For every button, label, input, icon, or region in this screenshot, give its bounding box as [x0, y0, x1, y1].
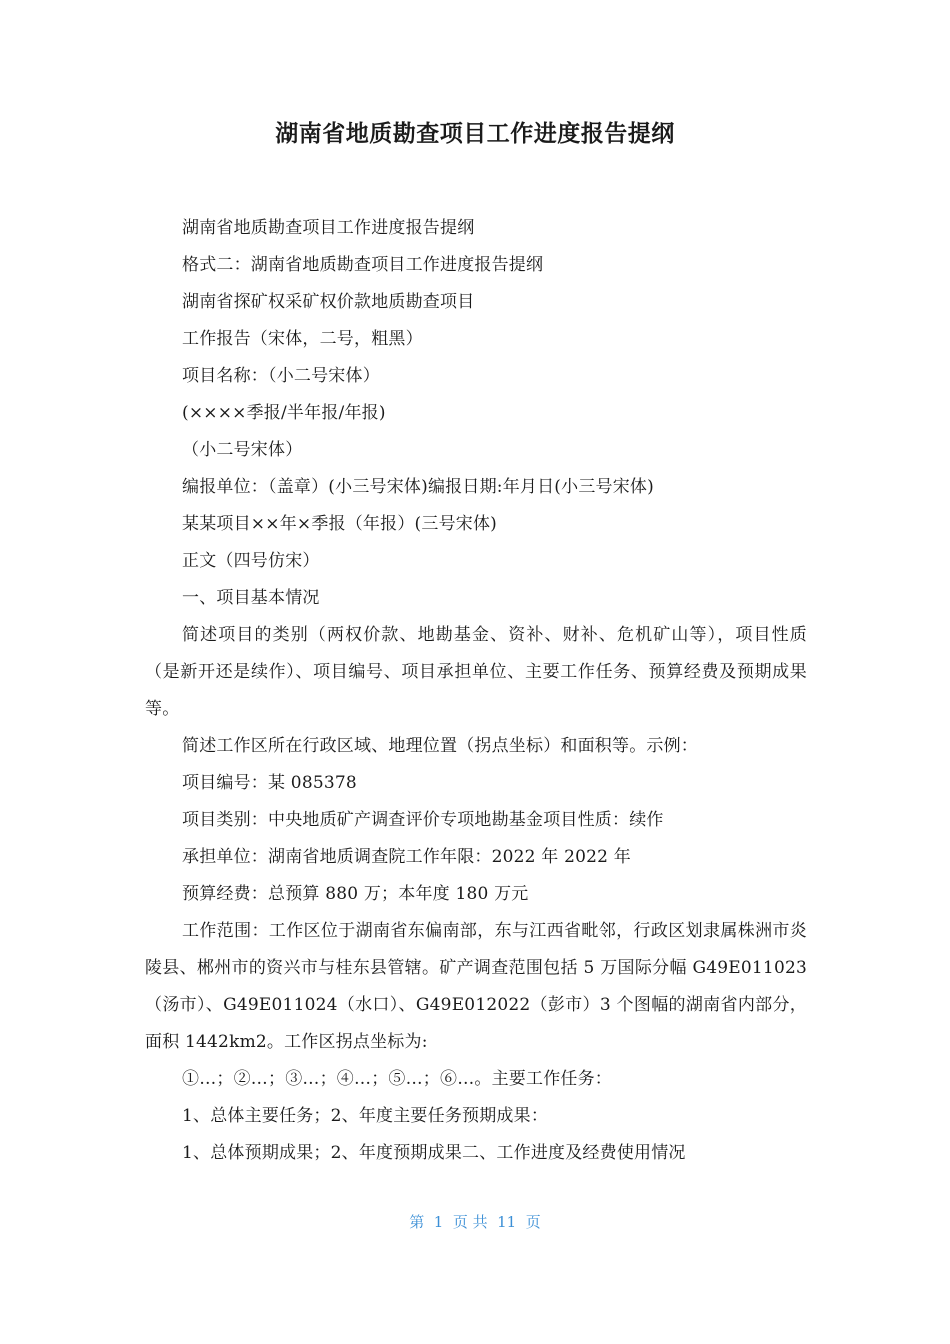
page-title: 湖南省地质勘查项目工作进度报告提纲 — [275, 121, 675, 147]
page-number: 第 1 页 共 11 页 — [409, 1213, 541, 1231]
text-line: 湖南省地质勘查项目工作进度报告提纲 — [182, 218, 475, 238]
text-line: ①…；②…；③…；④…；⑤…；⑥…。主要工作任务： — [182, 1069, 612, 1089]
text-line: 预算经费：总预算 880 万；本年度 180 万元 — [182, 884, 529, 904]
document-body — [145, 210, 807, 1172]
text-line: (××××季报/半年报/年报) — [182, 403, 386, 423]
text-line: 简述工作区所在行政区域、地理位置（拐点坐标）和面积等。示例： — [182, 736, 698, 756]
text-line: 工作报告（宋体，二号，粗黑） — [182, 329, 423, 349]
text-line: 项目类别：中央地质矿产调查评价专项地勘基金项目性质：续作 — [182, 810, 664, 830]
paragraph: 工作范围：工作区位于湖南省东偏南部，东与江西省毗邻，行政区划隶属株洲市炎陵县、郴州市的资兴市与桂东县管辖。矿产调查范围包括 5 万国际分幅 G49E011023（汤市）、G49E011024（水口）、G49E012022（彭市）3 个图幅的湖南省内部分，面积 1442km2。工作区拐点坐标为: — [145, 921, 807, 1052]
text-line: （小二号宋体） — [182, 440, 303, 460]
text-line: 编报单位：（盖章）(小三号宋体)编报日期:年月日(小三号宋体) — [182, 477, 654, 497]
text-line: 1、总体主要任务；2、年度主要任务预期成果： — [182, 1106, 549, 1126]
paragraph: 简述项目的类别（两权价款、地勘基金、资补、财补、危机矿山等），项目性质（是新开还是续作）、项目编号、项目承担单位、主要工作任务、预算经费及预期成果等。 — [145, 625, 807, 719]
text-line: 正文（四号仿宋） — [182, 551, 320, 571]
text-line: 格式二：湖南省地质勘查项目工作进度报告提纲 — [182, 255, 544, 275]
text-line: 项目编号：某 085378 — [182, 773, 357, 793]
text-line: 1、总体预期成果；2、年度预期成果二、工作进度及经费使用情况 — [182, 1143, 686, 1163]
text-line: 湖南省探矿权采矿权价款地质勘查项目 — [182, 292, 475, 312]
text-line: 承担单位：湖南省地质调查院工作年限：2022 年 2022 年 — [182, 847, 631, 867]
section-heading: 一、项目基本情况 — [182, 588, 320, 608]
text-line: 项目名称：（小二号宋体） — [182, 366, 380, 386]
text-line: 某某项目××年×季报（年报）(三号宋体) — [182, 514, 497, 534]
